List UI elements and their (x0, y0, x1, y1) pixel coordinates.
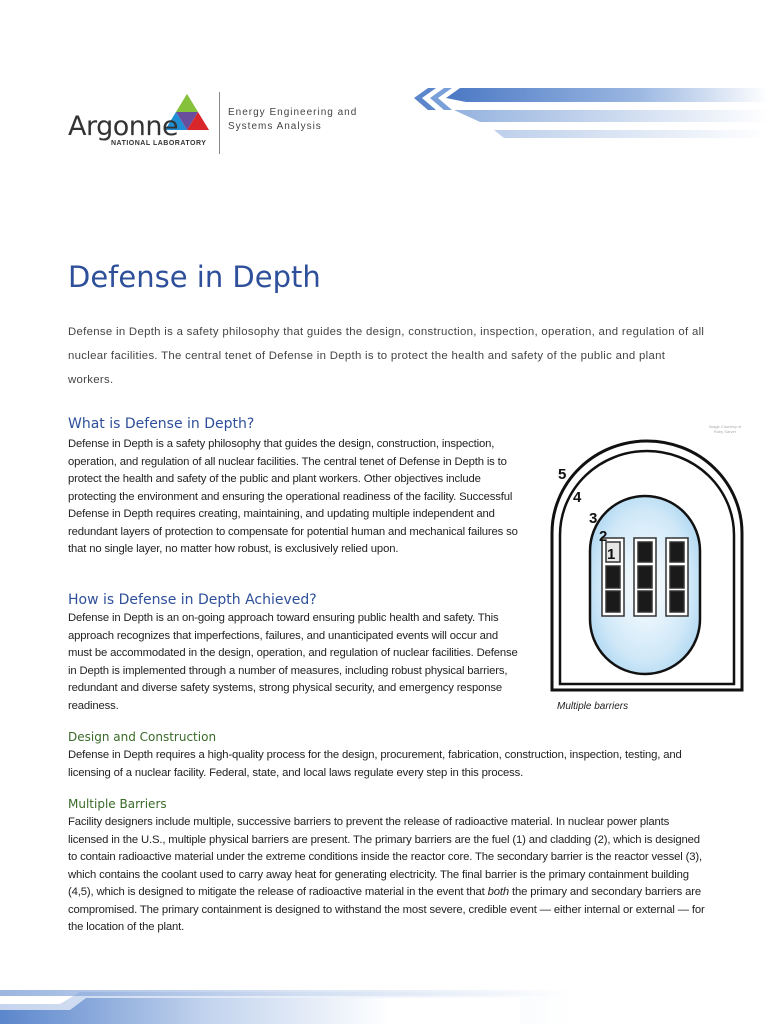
argonne-logo-wordmark: Argonne (68, 111, 179, 142)
paragraph-how-achieved: Defense in Depth is an on-going approach toward ensuring public health and safety. This approach recognizes that imperfections, failures, and unanticipated events will occur and must be accommodated in the design, operation, and regulation of nuclear facilities. Defense in Depth is implemented through a number of measures, including robust physical barriers, redundant and diverse safety systems, strong physical security, and emergency response readiness. (68, 612, 518, 712)
paragraph-multiple-barriers (68, 814, 708, 937)
header-divider (219, 92, 220, 154)
fuel-assembly-3 (666, 538, 688, 616)
figure-caption: Multiple barriers (557, 701, 629, 712)
barriers-text-part-2: the primary and secondary barriers are compromised. The primary containment is designed to withstand the most severe, credible event — either internal or external — for the location of the plant. (68, 886, 705, 933)
heading-what-is: What is Defense in Depth? (68, 416, 255, 432)
barrier-label-2: 2 (599, 528, 608, 545)
heading-design-construction: Design and Construction (68, 730, 217, 744)
figure-credit (700, 424, 750, 434)
barrier-label-1: 1 (607, 546, 616, 563)
fuel-assembly-2 (634, 538, 656, 616)
department-line-2: Systems Analysis (228, 121, 322, 132)
barrier-label-4: 4 (573, 489, 582, 506)
department-line-1: Energy Engineering and (228, 107, 358, 118)
footer-swoosh-graphic (0, 990, 768, 1024)
page-title: Defense in Depth (68, 260, 321, 294)
header-swoosh-graphic (414, 80, 768, 150)
paragraph-what-is: Defense in Depth is a safety philosophy that guides the design, construction, inspection, operation, and regulation of all nuclear facilities. The central tenet of Defense in Depth is to protect the health and safety of the public and plant workers. Other objectives include protecting the environment and ensuring the operational readiness of the facility. Successful Defense in Depth requires creating, maintaining, and updating multiple independent and redundant layers of protection to compensate for potential human and mechanical failures so that no single layer, no matter how robust, is exclusively relied upon. (68, 438, 518, 555)
department-name (228, 106, 357, 134)
heading-how-achieved: How is Defense in Depth Achieved? (68, 592, 317, 608)
barrier-label-5: 5 (558, 466, 567, 483)
barriers-text-part-1: Facility designers include multiple, successive barriers to prevent the release of radioactive material. In nuclear power plants licensed in the U.S., multiple physical barriers are present. The primary barriers are the fuel (1) and cladding (2), which is designed to contain radioactive material under the extreme conditions inside the reactor core. The secondary barrier is the reactor vessel (3), which contains the coolant used to carry away heat for generating electricity. The final barrier is the primary containment building (4,5), which is designed to mitigate the release of radioactive material in the event that (68, 816, 702, 898)
barriers-text-emphasis: both (487, 886, 510, 898)
heading-multiple-barriers: Multiple Barriers (68, 797, 167, 811)
figure-credit-line-2: Ruby Sarver (713, 429, 737, 434)
barrier-label-3: 3 (589, 510, 598, 527)
figure-credit-line-1: Image Courtesy of (708, 424, 742, 429)
multiple-barriers-diagram (540, 438, 755, 698)
intro-paragraph: Defense in Depth is a safety philosophy that guides the design, construction, inspection, operation, and regulation of all nuclear facilities. The central tenet of Defense in Depth is to protect the health and safety of the public and plant workers. (68, 326, 705, 386)
argonne-logo-subtitle: NATIONAL LABORATORY (111, 140, 207, 147)
paragraph-design-construction: Defense in Depth requires a high-quality process for the design, procurement, fabrication, construction, inspection, testing, and licensing of a nuclear facility. Federal, state, and local laws regulate every step in this process. (68, 749, 682, 779)
